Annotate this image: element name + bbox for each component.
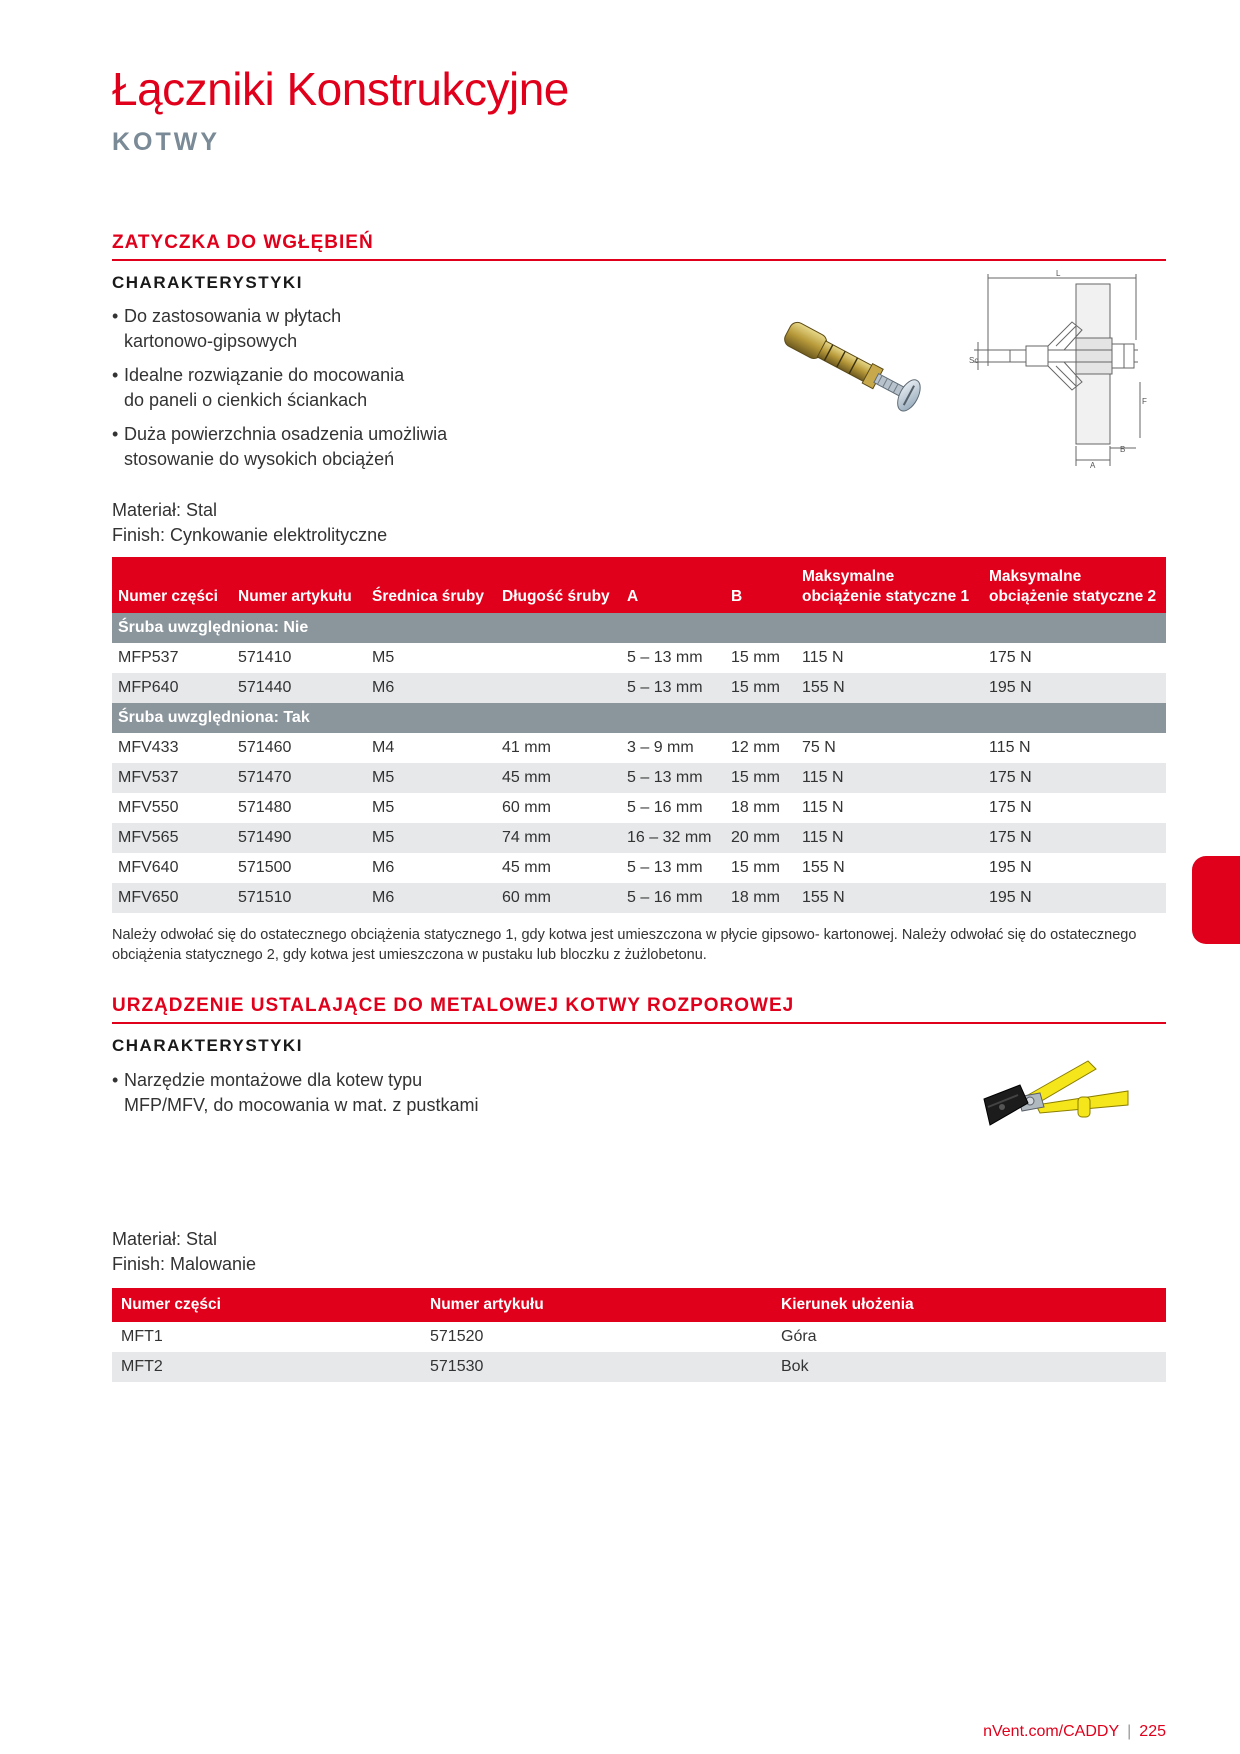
table-row: MFP640 571440 M6 5 – 13 mm 15 mm 155 N 195 N	[112, 673, 1166, 703]
table-row: MFV550 571480 M5 60 mm 5 – 16 mm 18 mm 115 N 175 N	[118, 799, 1032, 816]
drawing-label-b: B	[1120, 445, 1126, 454]
hollow-wall-anchor-photo	[770, 310, 940, 428]
anchor-technical-drawing	[968, 270, 1148, 468]
table-row: MFV650 571510 M6 60 mm 5 – 16 mm 18 mm 155 N 195 N	[112, 883, 1166, 913]
table-row: MFV537 571470 M5 45 mm 5 – 13 mm 15 mm 115 N 175 N	[112, 763, 1166, 793]
col-header: Numer części	[112, 1288, 421, 1322]
col-header: Długość śruby	[496, 557, 621, 613]
col-header: Maksymalne obciążenie statyczne 1	[796, 557, 983, 613]
drawing-label-a: A	[1090, 461, 1096, 468]
characteristics-heading: CHARAKTERYSTYKI	[112, 1036, 303, 1055]
table-group-row: Śruba uwzględniona: Tak	[112, 703, 1166, 733]
col-header: Numer części	[112, 557, 232, 613]
footer-separator: |	[1127, 1723, 1132, 1740]
finish-text: Finish: Cynkowanie elektrolityczne	[112, 525, 388, 545]
page-subtitle: KOTWY	[112, 128, 221, 156]
setting-tool-photo	[978, 1055, 1150, 1139]
section-tab-marker	[1192, 856, 1240, 944]
finish-text: Finish: Malowanie	[112, 1254, 257, 1274]
feature-list	[112, 1068, 478, 1127]
page-title: Łączniki Konstrukcyjne	[112, 63, 569, 115]
material-text: Materiał: Stal	[112, 500, 218, 520]
table-row: MFT2 571530 Bok	[112, 1352, 1166, 1382]
drawing-label-sc: Sc	[969, 356, 979, 365]
col-header: Numer artykułu	[421, 1288, 772, 1322]
section-heading-setting-tool: URZĄDZENIE USTALAJĄCE DO METALOWEJ KOTWY ROZPOROWEJ	[112, 995, 795, 1016]
col-header: Kierunek ułożenia	[772, 1288, 1166, 1322]
load-footnote: Należy odwołać się do ostatecznego obciążenia statycznego 1, gdy kotwa jest umieszczona w płycie gipsowo- kartonowej. Należy odwołać się do ostatecznego obciążenia statycznego 2, gdy kotwa jest umieszczona w pustaku lub bloczku z żużlobetonu.	[112, 927, 1137, 963]
table-row: MFV565 571490 M5 74 mm 16 – 32 mm 20 mm 115 N 175 N	[112, 823, 1166, 853]
col-header: A	[621, 557, 725, 613]
page-number: 225	[1139, 1723, 1166, 1740]
material-text: Materiał: Stal	[112, 1229, 218, 1249]
website-link[interactable]: nVent.com/CADDY	[983, 1723, 1120, 1740]
feature-item: • Narzędzie montażowe dla kotew typu MFP/MFV, do mocowania w mat. z pustkami	[112, 1068, 478, 1118]
table-row: MFV433 571460 M4 41 mm 3 – 9 mm 12 mm 75 N 115 N	[118, 739, 1031, 756]
col-header: Średnica śruby	[366, 557, 496, 613]
table-group-row: Śruba uwzględniona: Nie	[112, 613, 1166, 643]
page-footer	[983, 1723, 1166, 1741]
col-header: Numer artykułu	[232, 557, 366, 613]
table-row: MFV640 571500 M6 45 mm 5 – 13 mm 15 mm 155 N 195 N	[118, 859, 1032, 876]
drawing-label-l: L	[1056, 270, 1061, 278]
feature-item: • Do zastosowania w płytach kartonowo-gipsowych	[112, 304, 447, 354]
table-row: MFT1 571520 Góra	[121, 1328, 817, 1345]
col-header: Maksymalne obciążenie statyczne 2	[983, 557, 1166, 613]
section-rule	[112, 259, 1166, 261]
characteristics-heading: CHARAKTERYSTYKI	[112, 273, 303, 292]
section-rule	[112, 1022, 1166, 1024]
material-info	[112, 1227, 256, 1277]
anchor-spec-table	[112, 557, 1166, 913]
feature-list	[112, 304, 447, 481]
material-info	[112, 498, 387, 548]
drawing-label-f: F	[1142, 397, 1147, 406]
feature-item: • Duża powierzchnia osadzenia umożliwia stosowanie do wysokich obciążeń	[112, 422, 447, 472]
col-header: B	[725, 557, 796, 613]
section-heading-plug: ZATYCZKA DO WGŁĘBIEŃ	[112, 232, 374, 253]
table-row: MFP537 571410 M5 5 – 13 mm 15 mm 115 N 175 N	[118, 649, 1032, 666]
feature-item: • Idealne rozwiązanie do mocowania do paneli o cienkich ściankach	[112, 363, 447, 413]
setting-tool-table	[112, 1288, 1166, 1382]
